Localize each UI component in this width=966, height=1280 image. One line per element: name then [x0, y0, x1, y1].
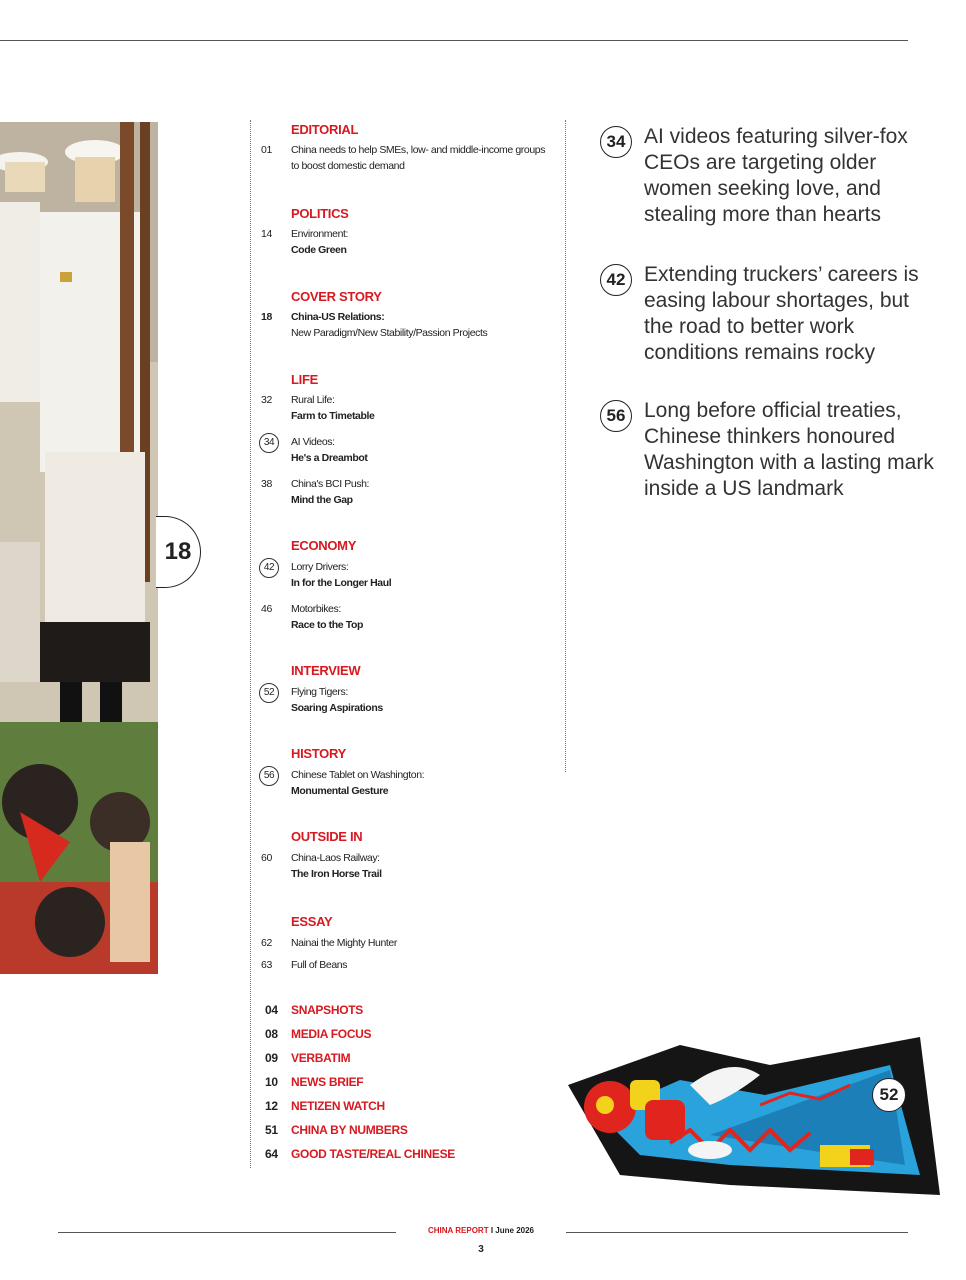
toc-line1: Environment: — [291, 228, 349, 240]
toc-item-text — [291, 850, 561, 882]
page-number-circled: 42 — [259, 558, 279, 578]
highlight-text: AI videos featuring silver-fox CEOs are targeting older women seeking love, and stealing more than hearts — [644, 125, 908, 226]
highlight-text: Long before official treaties, Chinese thinkers honoured Washington with a lasting mark inside a US landmark — [644, 399, 934, 500]
page-number: 14 — [261, 228, 272, 240]
highlight-page-number: 56 — [600, 400, 632, 432]
highlight-page-number: 42 — [600, 264, 632, 296]
toc-item-text — [291, 434, 561, 466]
misc-label: SNAPSHOTS — [291, 1003, 363, 1017]
section-cover-story: COVER STORY — [291, 289, 382, 304]
misc-label: VERBATIM — [291, 1051, 351, 1065]
toc-item-text — [291, 226, 561, 258]
toc-item-text — [291, 767, 561, 799]
misc-label: GOOD TASTE/REAL CHINESE — [291, 1147, 456, 1161]
misc-label: CHINA BY NUMBERS — [291, 1123, 408, 1137]
section-editorial: EDITORIAL — [291, 122, 359, 137]
toc-line2: to boost domestic demand — [291, 160, 405, 172]
footer-credit — [396, 1226, 566, 1235]
page-number: 32 — [261, 394, 272, 406]
section-history: HISTORY — [291, 746, 346, 761]
toc-line1: China-Laos Railway: — [291, 852, 380, 864]
page-number: 64 — [265, 1147, 278, 1161]
toc-item-text: Nainai the Mighty Hunter — [291, 937, 397, 949]
toc-line1: China's BCI Push: — [291, 478, 370, 490]
page-number-circled: 34 — [259, 433, 279, 453]
issue-date: June 2026 — [495, 1226, 534, 1235]
page-number-footer: 3 — [478, 1244, 484, 1255]
toc-line2: Race to the Top — [291, 619, 363, 631]
footer-separator: I — [490, 1226, 494, 1235]
toc-line1: Rural Life: — [291, 394, 335, 406]
section-outside-in: OUTSIDE IN — [291, 829, 363, 844]
page-number: 08 — [265, 1027, 278, 1041]
page-number: 01 — [261, 144, 272, 156]
magazine-name: CHINA REPORT — [428, 1226, 489, 1235]
page-number: 12 — [265, 1099, 278, 1113]
section-essay: ESSAY — [291, 914, 333, 929]
toc-line1: China needs to help SMEs, low- and middle-income groups — [291, 144, 546, 156]
page-number-circled: 56 — [259, 766, 279, 786]
cover-photo[interactable] — [0, 122, 158, 974]
highlight-text: Extending truckers’ careers is easing labour shortages, but the road to better work conditions remains rocky — [644, 263, 919, 364]
toc-line2: Farm to Timetable — [291, 410, 375, 422]
page-number: 46 — [261, 603, 272, 615]
misc-label: MEDIA FOCUS — [291, 1027, 372, 1041]
page-number: 09 — [265, 1051, 278, 1065]
misc-label: NEWS BRIEF — [291, 1075, 364, 1089]
toc-line2: In for the Longer Haul — [291, 577, 392, 589]
top-rule — [0, 40, 908, 41]
toc-line1: Chinese Tablet on Washington: — [291, 769, 425, 781]
section-life: LIFE — [291, 372, 318, 387]
toc-line2: New Paradigm/New Stability/Passion Projects — [291, 327, 488, 339]
page-18-badge[interactable] — [156, 516, 201, 588]
section-economy: ECONOMY — [291, 538, 357, 553]
toc-line2: The Iron Horse Trail — [291, 868, 382, 880]
page-52-badge[interactable]: 52 — [872, 1078, 906, 1112]
photo-illustration — [0, 122, 158, 974]
column-divider — [565, 120, 566, 772]
page-number: 62 — [261, 937, 272, 949]
page-number: 10 — [265, 1075, 278, 1089]
toc-line1: Motorbikes: — [291, 603, 341, 615]
toc-item-text — [291, 684, 561, 716]
footer-rule-left — [58, 1232, 396, 1233]
toc-line2: Monumental Gesture — [291, 785, 389, 797]
page-number: 51 — [265, 1123, 278, 1137]
page-number: 04 — [265, 1003, 278, 1017]
toc-item-text — [291, 559, 561, 591]
toc-item-text — [291, 392, 561, 424]
misc-label: NETIZEN WATCH — [291, 1099, 385, 1113]
toc-item-text — [291, 309, 561, 341]
toc-line1: China-US Relations: — [291, 311, 385, 323]
toc-item-text — [291, 142, 561, 174]
toc-item-text — [291, 601, 561, 633]
toc-line2: Code Green — [291, 244, 347, 256]
toc-line2: Mind the Gap — [291, 494, 353, 506]
toc-line1: Lorry Drivers: — [291, 561, 349, 573]
page-18-number: 18 — [164, 538, 192, 565]
toc-line2: He's a Dreambot — [291, 452, 368, 464]
section-politics: POLITICS — [291, 206, 349, 221]
footer-rule-right — [566, 1232, 908, 1233]
toc-item-text: Full of Beans — [291, 959, 348, 971]
page-number-circled: 52 — [259, 683, 279, 703]
section-interview: INTERVIEW — [291, 663, 361, 678]
page-number: 63 — [261, 959, 272, 971]
page-number: 38 — [261, 478, 272, 490]
toc-line1: AI Videos: — [291, 436, 335, 448]
table-of-contents — [250, 120, 561, 1168]
page-number: 18 — [261, 311, 272, 323]
page-number: 60 — [261, 852, 272, 864]
toc-line1: Flying Tigers: — [291, 686, 348, 698]
highlight-page-number: 34 — [600, 126, 632, 158]
toc-line2: Soaring Aspirations — [291, 702, 383, 714]
toc-item-text — [291, 476, 561, 508]
